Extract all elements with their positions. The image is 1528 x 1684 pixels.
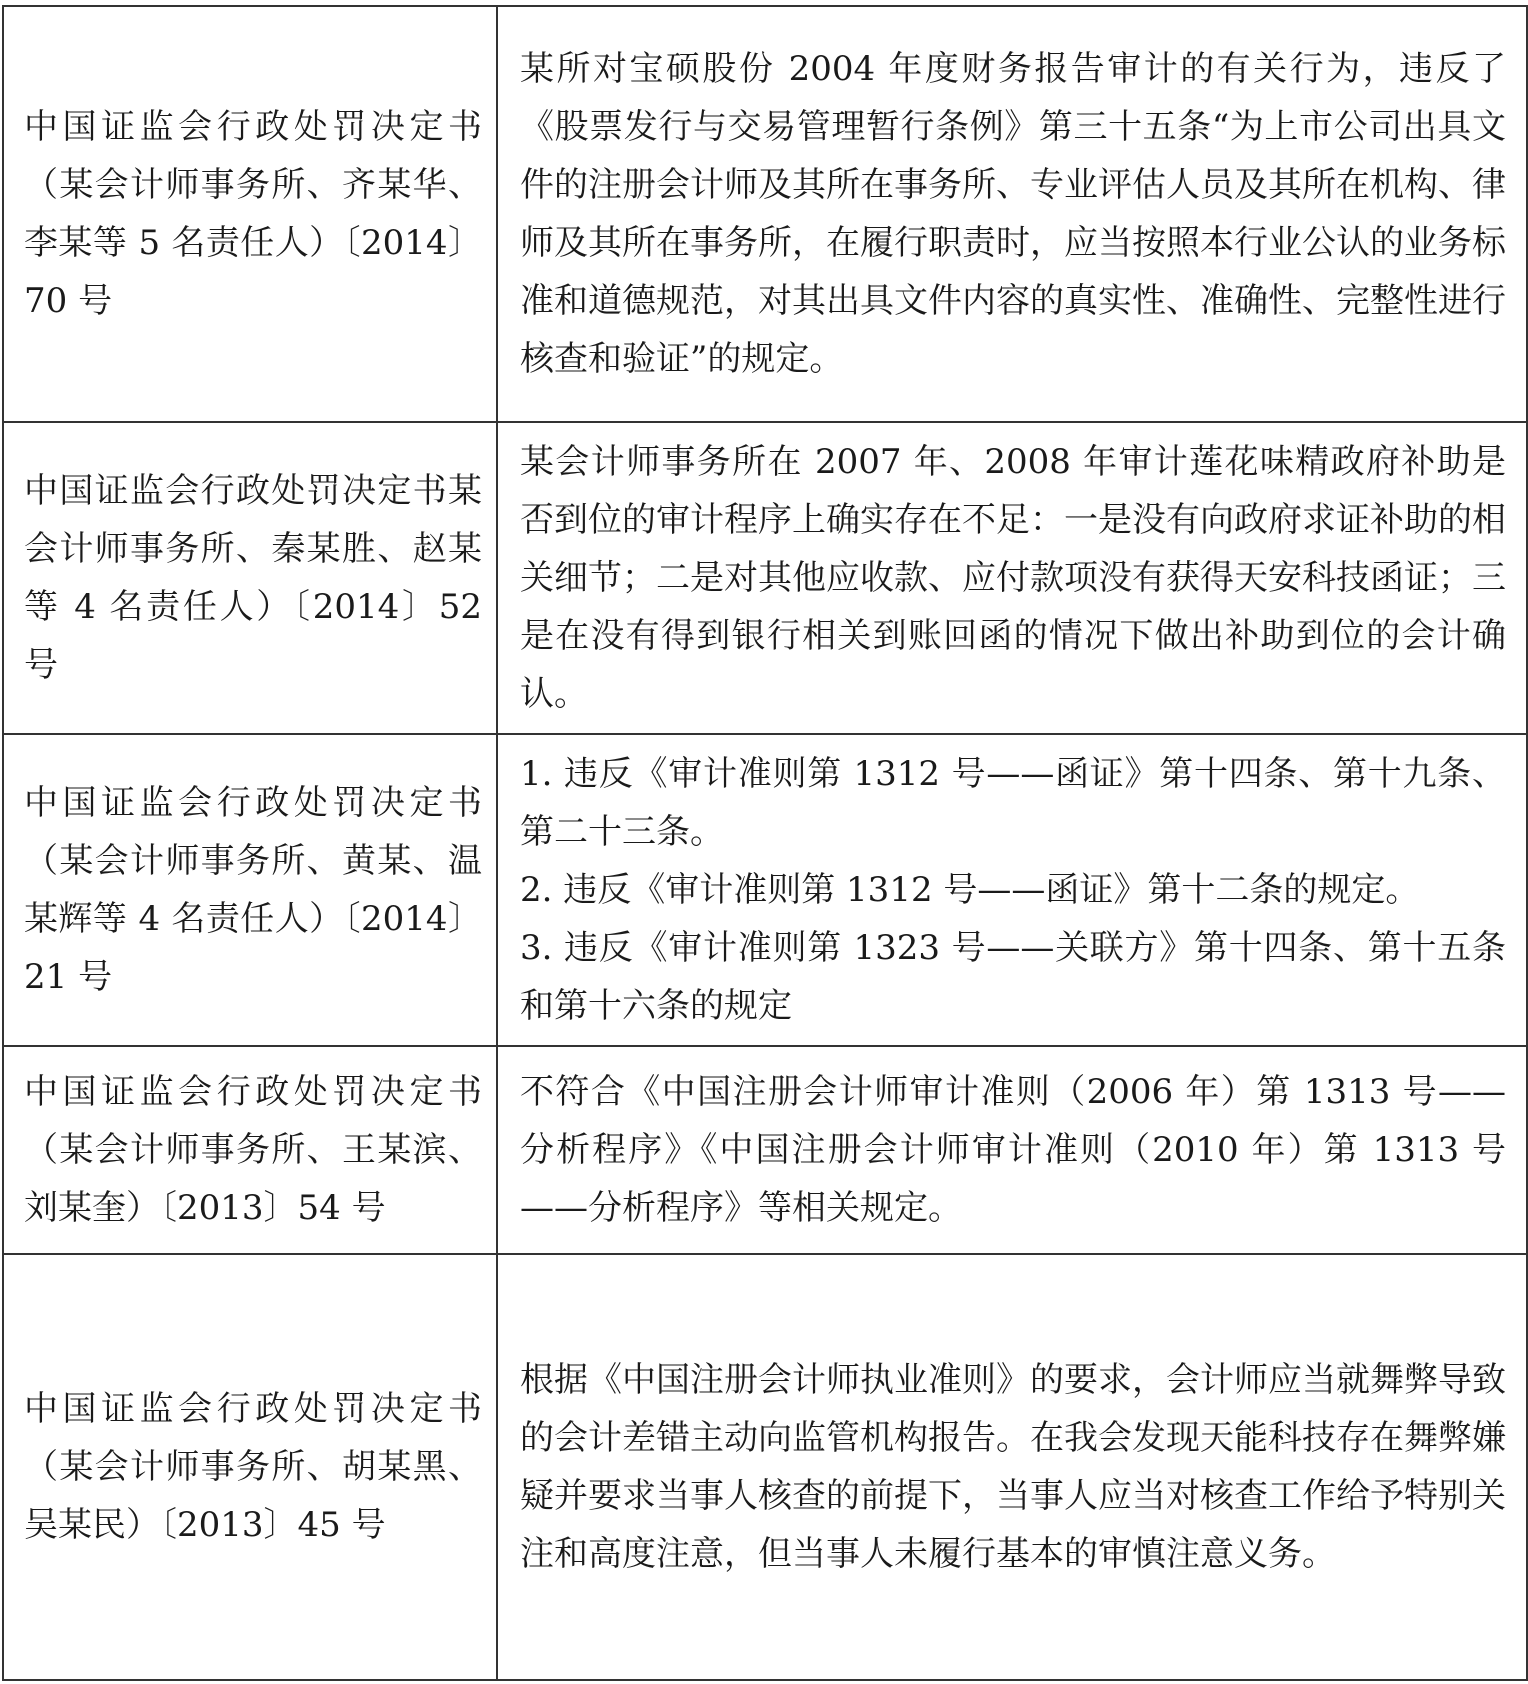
decision-document-text: 中国证监会行政处罚决定书（某会计师事务所、胡某黑、吴某民）〔2013〕45 号: [24, 1389, 482, 1545]
decision-document-cell: [3, 1254, 497, 1680]
table-row: [3, 422, 1527, 734]
table-row: [3, 1254, 1527, 1680]
decision-document-cell: [3, 422, 497, 734]
violation-content-cell: [497, 1046, 1527, 1254]
decision-document-cell: [3, 1046, 497, 1254]
decision-document-text: 中国证监会行政处罚决定书（某会计师事务所、齐某华、李某等 5 名责任人）〔2014〕70 号: [24, 107, 482, 321]
penalty-table: [2, 5, 1528, 1681]
violation-content-text: 某会计师事务所在 2007 年、2008 年审计莲花味精政府补助是否到位的审计程序上确实存在不足：一是没有向政府求证补助的相关细节；二是对其他应收款、应付款项没有获得天安科技函证；三是在没有得到银行相关到账回函的情况下做出补助到位的会计确认。: [520, 442, 1506, 714]
violation-content-text: 不符合《中国注册会计师审计准则（2006 年）第 1313 号——分析程序》《中国注册会计师审计准则（2010 年）第 1313 号——分析程序》等相关规定。: [520, 1072, 1506, 1228]
violation-content-cell: [497, 6, 1527, 422]
table-row: [3, 734, 1527, 1046]
violation-content-text: 根据《中国注册会计师执业准则》的要求，会计师应当就舞弊导致的会计差错主动向监管机构报告。在我会发现天能科技存在舞弊嫌疑并要求当事人核查的前提下，当事人应当对核查工作给予特别关注和高度注意，但当事人未履行基本的审慎注意义务。: [520, 1360, 1506, 1574]
violation-content-text: 某所对宝硕股份 2004 年度财务报告审计的有关行为，违反了《股票发行与交易管理暂行条例》第三十五条“为上市公司出具文件的注册会计师及其所在事务所、专业评估人员及其所在机构、律师及其所在事务所，在履行职责时，应当按照本行业公认的业务标准和道德规范，对其出具文件内容的真实性、准确性、完整性进行核查和验证”的规定。: [520, 49, 1506, 379]
decision-document-cell: [3, 734, 497, 1046]
violation-content-text: 1. 违反《审计准则第 1312 号——函证》第十四条、第十九条、第二十三条。 2. 违反《审计准则第 1312 号——函证》第十二条的规定。 3. 违反《审计准则第 1323 号——关联方》第十四条、第十五条和第十六条的规定: [520, 754, 1506, 1026]
decision-document-text: 中国证监会行政处罚决定书某会计师事务所、秦某胜、赵某等 4 名责任人）〔2014〕52 号: [24, 471, 493, 685]
violation-content-cell: [497, 422, 1527, 734]
table-row: [3, 6, 1527, 422]
decision-document-text: 中国证监会行政处罚决定书（某会计师事务所、王某滨、刘某奎）〔2013〕54 号: [24, 1072, 482, 1228]
decision-document-text: 中国证监会行政处罚决定书（某会计师事务所、黄某、温某辉等 4 名责任人）〔2014〕21 号: [24, 783, 482, 997]
table-row: [3, 1046, 1527, 1254]
violation-content-cell: [497, 1254, 1527, 1680]
violation-content-cell: [497, 734, 1527, 1046]
decision-document-cell: [3, 6, 497, 422]
